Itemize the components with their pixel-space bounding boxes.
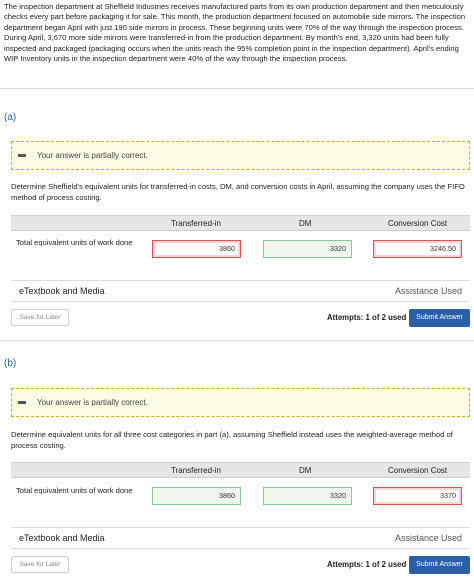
status-text: Your answer is partially correct.: [37, 398, 148, 407]
table-header-a: [11, 215, 470, 231]
submit-answer-button[interactable]: Submit Answer: [409, 309, 470, 327]
assistance-used: Assistance Used: [394, 286, 462, 296]
question-a: Determine Sheffield's equivalent units for transferred-in costs, DM, and conversion costs in April, assuming the company uses the FIFO method of process costing.: [11, 182, 465, 202]
save-for-later-button[interactable]: Save for Later: [11, 309, 69, 326]
answer-dm-b[interactable]: 3320: [263, 487, 352, 505]
part-a-label: (a): [4, 112, 17, 123]
status-text: Your answer is partially correct.: [37, 151, 148, 160]
etextbook-bar-b: [11, 527, 470, 549]
part-b-label: (b): [4, 358, 17, 369]
answer-transferred-in-a[interactable]: 3860: [152, 240, 241, 258]
answer-transferred-in-b[interactable]: 3860: [152, 487, 241, 505]
answer-conversion-cost-b[interactable]: 3370: [373, 487, 462, 505]
partial-correct-notice-a: [11, 141, 470, 170]
attempts-text: Attempts: 1 of 2 used: [327, 313, 407, 322]
save-for-later-button[interactable]: Save for Later: [11, 556, 69, 573]
col-dm: DM: [299, 219, 312, 228]
partial-correct-notice-b: [11, 388, 470, 417]
assistance-used: Assistance Used: [394, 533, 462, 543]
col-conversion-cost: Conversion Cost: [388, 219, 448, 228]
divider: [0, 88, 474, 89]
row-label-b: Total equivalent units of work done: [16, 486, 133, 495]
col-transferred-in: Transferred-in: [171, 219, 221, 228]
etextbook-link[interactable]: eTextbook and Media: [19, 533, 105, 543]
etextbook-link[interactable]: eTextbook and Media: [19, 286, 105, 296]
submit-answer-button[interactable]: Submit Answer: [409, 556, 470, 574]
attempts-text: Attempts: 1 of 2 used: [327, 560, 407, 569]
partial-icon: [18, 401, 26, 404]
answer-conversion-cost-a[interactable]: 3246.50: [373, 240, 462, 258]
problem-intro: The inspection department at Sheffield Industries receives manufactured parts from its own production department and then meticulously checks every part before packaging it for sale. This month, the production department focused on automobile side mirrors. The inspection department began April with just 190 side mirrors in process. These beginning units were 70% of the way through the inspection process. During April, 3,670 more side mirrors were transferred-in from the production department. By month's end, 3,320 units had been fully inspected and packaged (packaging occurs when the units reach the 95% completion point in the inspection department). April's ending WIP Inventory units in the inspection department were 40% of the way through the inspection process.: [4, 2, 466, 64]
partial-icon: [18, 154, 26, 157]
answer-dm-a[interactable]: 3320: [263, 240, 352, 258]
table-header-b: [11, 462, 470, 478]
col-dm: DM: [299, 466, 312, 475]
col-conversion-cost: Conversion Cost: [388, 466, 448, 475]
question-b: Determine equivalent units for all three cost categories in part (a), assuming Sheffield instead uses the weighted-average method of process costing.: [11, 430, 453, 450]
divider: [0, 340, 474, 341]
row-label-a: Total equivalent units of work done: [16, 238, 133, 247]
etextbook-bar-a: [11, 280, 470, 302]
col-transferred-in: Transferred-in: [171, 466, 221, 475]
